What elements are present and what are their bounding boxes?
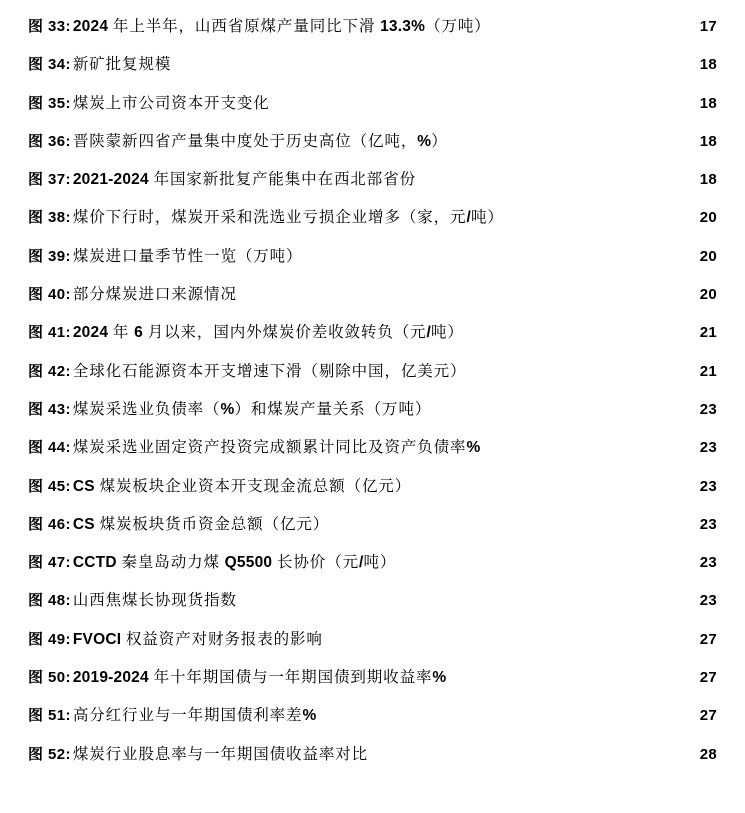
toc-entry-page-number: 20 <box>699 209 717 227</box>
toc-dot-leader <box>311 245 696 261</box>
toc-entry[interactable] <box>0 468 745 506</box>
toc-entry-page-number: 17 <box>699 18 717 35</box>
toc-entry-label: 图 35: <box>28 94 71 112</box>
toc-entry-label: 图 44: <box>28 439 71 457</box>
toc-entry-page-number: 23 <box>699 477 717 495</box>
toc-entry-title: 晋陕蒙新四省产量集中度处于历史高位（亿吨，%） <box>72 132 448 150</box>
toc-entry[interactable] <box>0 46 745 84</box>
toc-entry-label: 图 45: <box>28 477 71 495</box>
toc-entry-title: FVOCI 权益资产对财务报表的影响 <box>72 630 323 648</box>
toc-entry-title: 煤炭上市公司资本开支变化 <box>72 94 270 112</box>
toc-entry-label: 图 42: <box>28 362 71 380</box>
toc-entry-title: 2021-2024 年国家新批复产能集中在西北部省份 <box>72 171 416 189</box>
toc-entry-label: 图 34: <box>28 56 71 74</box>
toc-entry-label: 图 43: <box>28 400 71 418</box>
toc-entry-page-number: 23 <box>699 439 717 457</box>
toc-entry-title: 全球化石能源资本开支增速下滑（剔除中国，亿美元） <box>72 362 467 380</box>
toc-entry-title: 山西焦煤长协现货指数 <box>72 592 237 610</box>
toc-dot-leader <box>237 284 696 300</box>
toc-entry[interactable] <box>0 659 745 697</box>
toc-dot-leader <box>420 475 696 491</box>
toc-entry-title: 煤价下行时，煤炭开采和洗选业亏损企业增多（家，元/吨） <box>72 209 504 227</box>
toc-dot-leader <box>270 92 696 108</box>
toc-entry-page-number: 21 <box>699 362 717 380</box>
toc-entry-page-number: 18 <box>699 132 717 150</box>
toc-entry[interactable] <box>0 161 745 199</box>
toc-entry[interactable] <box>0 736 745 774</box>
toc-entry-label: 图 46: <box>28 515 71 533</box>
toc-entry[interactable] <box>0 199 745 237</box>
toc-entry-title: 高分红行业与一年期国债利率差% <box>72 707 317 725</box>
toc-entry[interactable] <box>0 391 745 429</box>
toc-entry-title: 2019-2024 年十年期国债与一年期国债到期收益率% <box>72 669 447 687</box>
toc-dot-leader <box>323 628 696 644</box>
toc-entry-page-number: 27 <box>699 630 717 648</box>
toc-entry-page-number: 28 <box>699 745 717 763</box>
toc-entry[interactable] <box>0 697 745 735</box>
toc-entry-title: 煤炭采选业负债率（%）和煤炭产量关系（万吨） <box>72 400 432 418</box>
toc-entry-title: 煤炭进口量季节性一览（万吨） <box>72 247 303 265</box>
toc-entry-page-number: 18 <box>699 56 717 74</box>
toc-dot-leader <box>338 513 696 529</box>
toc-entry-label: 图 37: <box>28 171 71 189</box>
toc-entry-page-number: 23 <box>699 400 717 418</box>
toc-entry[interactable] <box>0 314 745 352</box>
toc-entry[interactable] <box>0 276 745 314</box>
toc-entry[interactable] <box>0 85 745 123</box>
toc-entry[interactable] <box>0 8 745 46</box>
toc-entry-title: CS 煤炭板块货币资金总额（亿元） <box>72 515 330 533</box>
toc-entry-title: CS 煤炭板块企业资本开支现金流总额（亿元） <box>72 477 412 495</box>
toc-dot-leader <box>500 16 696 32</box>
toc-entry[interactable] <box>0 238 745 276</box>
toc-entry-label: 图 33: <box>28 18 71 35</box>
toc-entry-title: 煤炭采选业固定资产投资完成额累计同比及资产负债率% <box>72 439 481 457</box>
toc-dot-leader <box>457 130 696 146</box>
toc-entry[interactable] <box>0 582 745 620</box>
toc-entry-title: 2024 年 6 月以来，国内外煤炭价差收敛转负（元/吨） <box>72 324 464 342</box>
toc-dot-leader <box>513 207 696 223</box>
toc-entry-page-number: 27 <box>699 707 717 725</box>
toc-entry-label: 图 48: <box>28 592 71 610</box>
toc-entry-page-number: 23 <box>699 515 717 533</box>
toc-entry-label: 图 47: <box>28 554 71 572</box>
toc-dot-leader <box>316 705 696 721</box>
toc-entry-page-number: 18 <box>699 94 717 112</box>
toc-entry[interactable] <box>0 506 745 544</box>
toc-entry-label: 图 49: <box>28 630 71 648</box>
toc-entry-page-number: 20 <box>699 247 717 265</box>
toc-dot-leader <box>171 54 696 70</box>
toc-dot-leader <box>237 590 696 606</box>
toc-entry-label: 图 51: <box>28 707 71 725</box>
toc-entry-page-number: 23 <box>699 554 717 572</box>
toc-entry-label: 图 40: <box>28 286 71 304</box>
toc-dot-leader <box>446 667 696 683</box>
toc-entry-page-number: 23 <box>699 592 717 610</box>
toc-dot-leader <box>405 552 696 568</box>
toc-entry-label: 图 38: <box>28 209 71 227</box>
toc-entry[interactable] <box>0 123 745 161</box>
toc-entry-title: CCTD 秦皇岛动力煤 Q5500 长协价（元/吨） <box>72 554 397 572</box>
toc-dot-leader <box>440 398 696 414</box>
toc-entry[interactable] <box>0 353 745 391</box>
toc-entry[interactable] <box>0 621 745 659</box>
toc-entry-label: 图 39: <box>28 247 71 265</box>
toc-entry-page-number: 21 <box>699 324 717 342</box>
toc-dot-leader <box>473 322 696 338</box>
toc-entry-page-number: 20 <box>699 286 717 304</box>
toc-entry-page-number: 18 <box>699 171 717 189</box>
toc-dot-leader <box>368 743 696 759</box>
toc-entry[interactable] <box>0 429 745 467</box>
toc-entry-title: 部分煤炭进口来源情况 <box>72 286 237 304</box>
toc-dot-leader <box>480 437 696 453</box>
toc-dot-leader <box>475 360 696 376</box>
toc-entry-label: 图 52: <box>28 745 71 763</box>
toc-entry-label: 图 41: <box>28 324 71 342</box>
toc-entry-page-number: 27 <box>699 669 717 687</box>
toc-entry[interactable] <box>0 544 745 582</box>
toc-entry-title: 煤炭行业股息率与一年期国债收益率对比 <box>72 745 369 763</box>
toc-dot-leader <box>416 169 696 185</box>
toc-entry-label: 图 50: <box>28 669 71 687</box>
toc-entry-title: 新矿批复规模 <box>72 56 172 74</box>
toc-entry-label: 图 36: <box>28 132 71 150</box>
toc-entry-title: 2024 年上半年，山西省原煤产量同比下滑 13.3%（万吨） <box>72 18 491 35</box>
